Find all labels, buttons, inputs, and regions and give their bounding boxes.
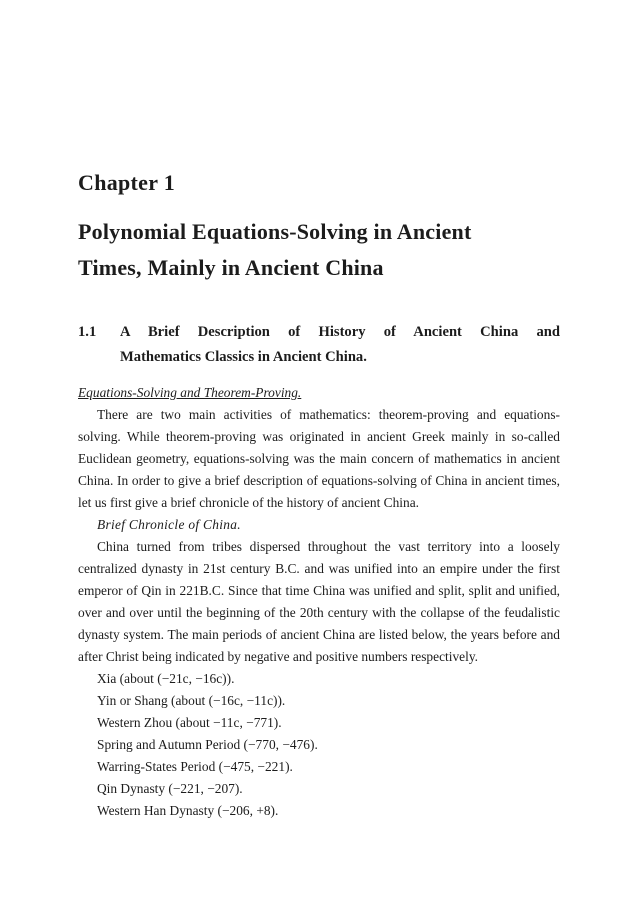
paragraph-1: There are two main activities of mathematics: theorem-proving and equations-solving. While theorem-proving was originated in ancient Greek mainly in so-called Euclidean geometry, equations-solving was the main concern of mathematics in ancient China. In order to give a brief description of equations-solving of China in ancient times, let us first give a brief chronicle of the history of ancient China.	[78, 407, 560, 510]
period-item-western-han: Western Han Dynasty (−206, +8).	[97, 803, 279, 818]
paragraph-2: China turned from tribes dispersed throughout the vast territory into a loosely centralized dynasty in 21st century B.C. and was unified into an empire under the first emperor of Qin in 221B.C. Since that time China was unified and split, split and unified, over and over until the beginning of the 20th century with the collapse of the feudalistic dynasty system. The main periods of ancient China are listed below, the years before and after Christ being indicated by negative and positive numbers respectively.	[78, 539, 560, 664]
subheading-underlined-wrap	[78, 370, 560, 404]
body-text	[78, 370, 560, 822]
chapter-label: Chapter 1	[78, 170, 176, 195]
chapter-title-line-2: Times, Mainly in Ancient China	[78, 255, 384, 280]
period-item-western-zhou: Western Zhou (about −11c, −771).	[97, 715, 282, 730]
chapter-title-line-1: Polynomial Equations-Solving in Ancient	[78, 219, 472, 244]
period-item-warring-states: Warring-States Period (−475, −221).	[97, 759, 293, 774]
section-heading	[78, 320, 560, 370]
subheading-equations-solving: Equations-Solving and Theorem-Proving.	[78, 385, 302, 400]
section-title-line-2: Mathematics Classics in Ancient China.	[120, 349, 367, 365]
section-title-line-1: A Brief Description of History of Ancient China and	[120, 324, 560, 340]
subheading-brief-chronicle: Brief Chronicle of China.	[97, 517, 241, 532]
period-list	[78, 668, 560, 822]
period-item-yin-shang: Yin or Shang (about (−16c, −11c)).	[97, 693, 286, 708]
section-number: 1.1	[78, 324, 97, 340]
chapter-title	[78, 214, 560, 286]
period-item-spring-autumn: Spring and Autumn Period (−770, −476).	[97, 737, 318, 752]
period-item-xia: Xia (about (−21c, −16c)).	[97, 671, 235, 686]
period-item-qin-dynasty: Qin Dynasty (−221, −207).	[97, 781, 243, 796]
